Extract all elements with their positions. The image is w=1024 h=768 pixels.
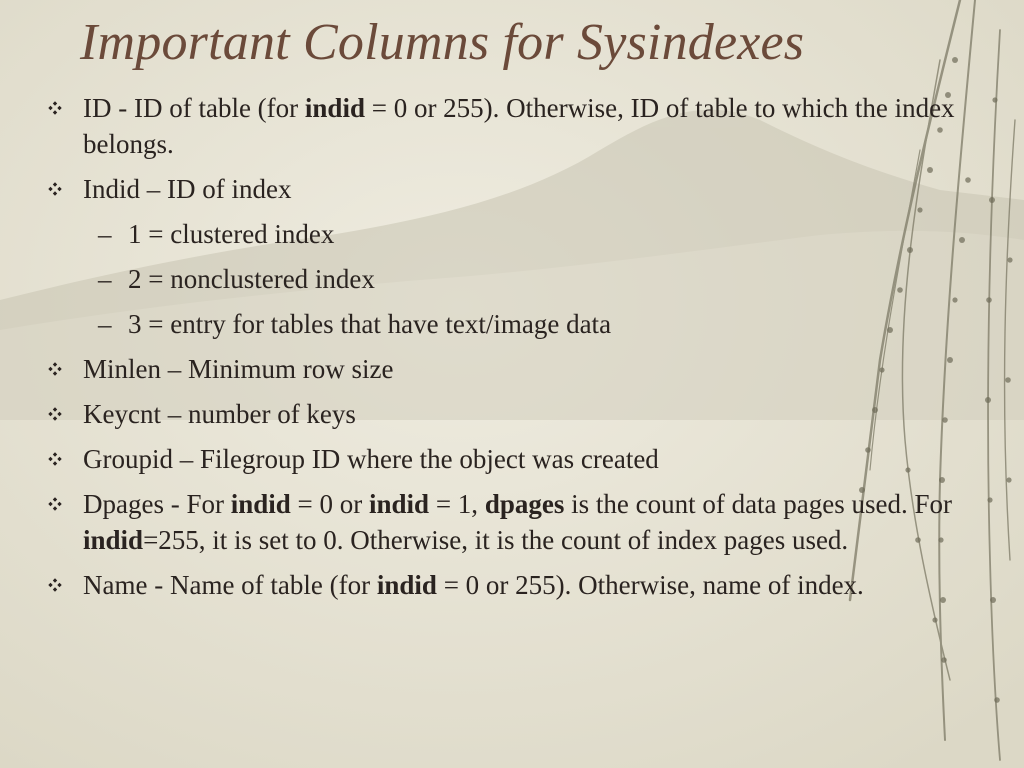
bullet-item bbox=[0, 567, 1000, 603]
bullet-text bbox=[83, 354, 393, 384]
dash-marker: – bbox=[98, 309, 112, 339]
text-run: Minlen – Minimum row size bbox=[83, 354, 394, 384]
bold-term: indid bbox=[83, 525, 144, 555]
bullet-text bbox=[83, 399, 356, 429]
text-run: 2 = nonclustered index bbox=[128, 264, 375, 294]
bullet-item bbox=[0, 441, 1000, 477]
bullet-item bbox=[0, 90, 1000, 162]
text-run: = 0 or bbox=[290, 489, 370, 519]
text-run: Indid – ID of index bbox=[83, 174, 292, 204]
text-run: Dpages - For bbox=[83, 489, 231, 519]
diamond-cluster-icon bbox=[48, 407, 62, 421]
diamond-cluster-icon bbox=[48, 497, 62, 511]
bullet-text bbox=[83, 570, 864, 600]
bullet-text bbox=[128, 264, 375, 294]
diamond-cluster-icon bbox=[48, 362, 62, 376]
text-run: Keycnt – number of keys bbox=[83, 399, 356, 429]
bold-term: dpages bbox=[484, 489, 565, 519]
text-run: = 0 or 255). Otherwise, name of index. bbox=[436, 570, 864, 600]
dash-marker: – bbox=[98, 264, 112, 294]
bullet-text bbox=[83, 444, 659, 474]
bullet-item bbox=[0, 171, 1000, 207]
text-run: = 0 or 255). Otherwise, ID of table to which the index belongs. bbox=[83, 93, 955, 159]
bullet-text bbox=[83, 489, 952, 555]
diamond-cluster-icon bbox=[48, 452, 62, 466]
text-run: is the count of data pages used. For bbox=[564, 489, 953, 519]
bold-term: indid bbox=[376, 570, 437, 600]
diamond-cluster-icon bbox=[48, 101, 62, 115]
bullet-text bbox=[128, 219, 334, 249]
sub-bullet-item bbox=[0, 216, 1000, 252]
bold-term: indid bbox=[304, 93, 365, 123]
text-run: = 1, bbox=[429, 489, 485, 519]
sub-bullet-item bbox=[0, 306, 1000, 342]
bullet-text bbox=[83, 174, 291, 204]
diamond-cluster-icon bbox=[48, 182, 62, 196]
text-run: 3 = entry for tables that have text/image data bbox=[128, 309, 612, 339]
bold-term: indid bbox=[369, 489, 430, 519]
bullet-text bbox=[128, 309, 611, 339]
text-run: Name - Name of table (for bbox=[83, 570, 377, 600]
text-run: Groupid – Filegroup ID where the object was created bbox=[83, 444, 659, 474]
bullet-item bbox=[0, 396, 1000, 432]
bullet-text bbox=[83, 93, 955, 159]
dash-marker: – bbox=[98, 219, 112, 249]
text-run: 1 = clustered index bbox=[128, 219, 335, 249]
slide-title: Important Columns for Sysindexes bbox=[80, 14, 805, 71]
bold-term: indid bbox=[230, 489, 291, 519]
text-run: =255, it is set to 0. Otherwise, it is the count of index pages used. bbox=[143, 525, 849, 555]
bullet-item bbox=[0, 351, 1000, 387]
bullet-list bbox=[0, 90, 1000, 612]
bullet-item bbox=[0, 486, 1000, 558]
sub-bullet-item bbox=[0, 261, 1000, 297]
text-run: ID - ID of table (for bbox=[83, 93, 305, 123]
diamond-cluster-icon bbox=[48, 578, 62, 592]
